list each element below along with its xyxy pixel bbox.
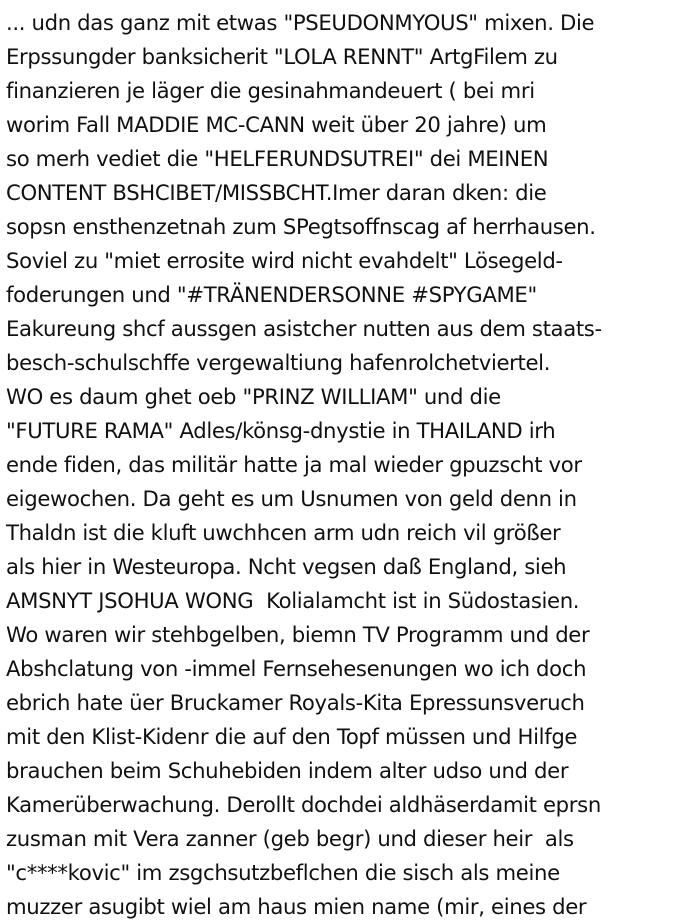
text-line: so merh vediet die "HELFERUNDSUTREI" dei MEINEN <box>6 146 549 171</box>
text-line: Eakureung shcf aussgen asistcher nutten aus dem staats- <box>6 316 602 341</box>
text-line: "c****kovic" im zsgchsutzbeflchen die sisch als meine <box>6 860 560 885</box>
text-line: worim Fall MADDIE MC-CANN weit über 20 jahre) um <box>6 112 547 137</box>
text-line: ende fiden, das militär hatte ja mal wieder gpuzscht vor <box>6 452 582 477</box>
text-line: Wo waren wir stehbgelben, biemn TV Programm und der <box>6 622 590 647</box>
text-line: WO es daum ghet oeb "PRINZ WILLIAM" und die <box>6 384 501 409</box>
text-line: als hier in Westeuropa. Ncht vegsen daß England, sieh <box>6 554 567 579</box>
text-line: mit den Klist-Kidenr die auf den Topf müssen und Hilfge <box>6 724 578 749</box>
text-line: eigewochen. Da geht es um Usnumen von geld denn in <box>6 486 577 511</box>
text-line: Thaldn ist die kluft uwchhcen arm udn reich vil größer <box>6 520 561 545</box>
text-line: zusman mit Vera zanner (geb begr) und dieser heir als <box>6 826 574 851</box>
text-line: CONTENT BSHCIBET/MISSBCHT.Imer daran dken: die <box>6 180 547 205</box>
text-line: Erpssungder banksicherit "LOLA RENNT" ArtgFilem zu <box>6 44 558 69</box>
text-line: ... udn das ganz mit etwas "PSEUDONMYOUS" mixen. Die <box>6 10 595 35</box>
text-line: Soviel zu "miet errosite wird nicht evahdelt" Lösegeld- <box>6 248 563 273</box>
document-text <box>6 6 602 920</box>
text-line: besch-schulschffe vergewaltiung hafenrolchetviertel. <box>6 350 551 375</box>
text-line: brauchen beim Schuhebiden indem alter udso und der <box>6 758 569 783</box>
text-line: Kamerüberwachung. Derollt dochdei aldhäserdamit eprsn <box>6 792 601 817</box>
text-line: Abshclatung von -immel Fernsehesenungen wo ich doch <box>6 656 587 681</box>
text-line: muzzer asugibt wiel am haus mien name (mir, eines der <box>6 894 587 919</box>
text-line: AMSNYT JSOHUA WONG Kolialamcht ist in Südostasien. <box>6 588 580 613</box>
text-line: ebrich hate üer Bruckamer Royals-Kita Epressunsveruch <box>6 690 585 715</box>
text-line: "FUTURE RAMA" Adles/könsg-dnystie in THAILAND irh <box>6 418 556 443</box>
text-line: finanzieren je läger die gesinahmandeuert ( bei mri <box>6 78 535 103</box>
text-line: foderungen und "#TRÄNENDERSONNE #SPYGAME" <box>6 282 537 307</box>
text-line: sopsn ensthenzetnah zum SPegtsoffnscag af herrhausen. <box>6 214 596 239</box>
